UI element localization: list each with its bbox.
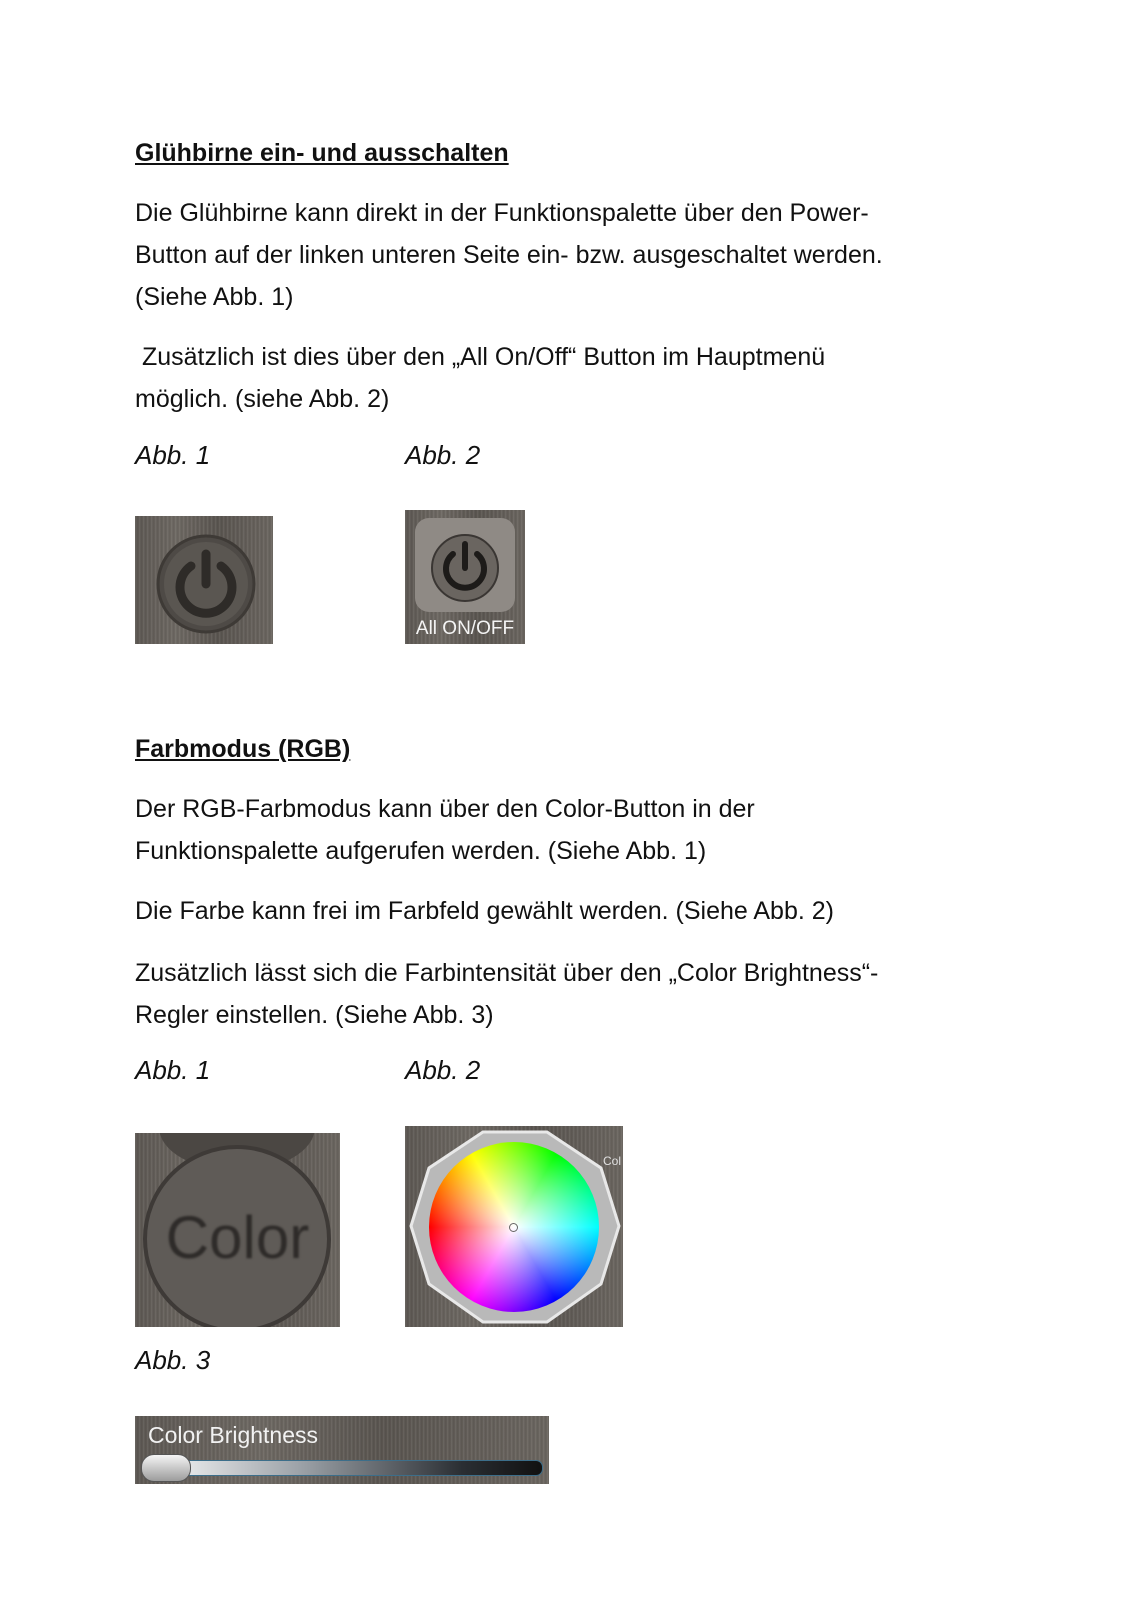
section-heading-color: Farbmodus (RGB) xyxy=(135,735,351,763)
all-on-off-label: All ON/OFF xyxy=(415,618,515,639)
figure-caption: Abb. 1 xyxy=(135,1055,211,1085)
paragraph-line: möglich. (siehe Abb. 2) xyxy=(135,385,390,413)
figure-caption: Abb. 2 xyxy=(405,1055,481,1085)
color-button-label: Color xyxy=(165,1204,310,1271)
paragraph-line: Zusätzlich lässt sich die Farbintensität über den „Color Brightness“- xyxy=(135,959,879,987)
paragraph-line: Button auf der linken unteren Seite ein- bzw. ausgeschaltet werden. xyxy=(135,241,883,269)
figure-caption: Abb. 2 xyxy=(405,440,481,470)
slider-label: Color Brightness xyxy=(148,1422,319,1448)
color-brightness-panel xyxy=(135,1416,549,1484)
paragraph-line: Zusätzlich ist dies über den „All On/Off“ Button im Hauptmenü xyxy=(135,343,826,371)
all-on-off-button-image xyxy=(405,510,525,644)
color-picker-marker[interactable] xyxy=(509,1223,518,1232)
power-icon xyxy=(135,516,273,644)
paragraph-line: Die Farbe kann frei im Farbfeld gewählt werden. (Siehe Abb. 2) xyxy=(135,897,834,925)
figure-caption: Abb. 3 xyxy=(135,1345,211,1375)
paragraph-line: Der RGB-Farbmodus kann über den Color-Button in der xyxy=(135,795,755,823)
power-button-image xyxy=(135,516,273,644)
paragraph-line: Die Glühbirne kann direkt in der Funktionspalette über den Power- xyxy=(135,199,869,227)
paragraph-line: (Siehe Abb. 1) xyxy=(135,283,294,311)
brightness-slider-thumb[interactable] xyxy=(141,1454,191,1482)
brightness-slider-track[interactable] xyxy=(143,1460,543,1476)
power-icon xyxy=(405,510,525,620)
color-wheel-image xyxy=(405,1126,623,1327)
paragraph-line: Regler einstellen. (Siehe Abb. 3) xyxy=(135,1001,494,1029)
figure-caption: Abb. 1 xyxy=(135,440,211,470)
paragraph-line: Funktionspalette aufgerufen werden. (Siehe Abb. 1) xyxy=(135,837,707,865)
color-button-image xyxy=(135,1133,340,1327)
side-tab-label: Col xyxy=(603,1154,622,1168)
section-heading-power: Glühbirne ein- und ausschalten xyxy=(135,139,509,167)
